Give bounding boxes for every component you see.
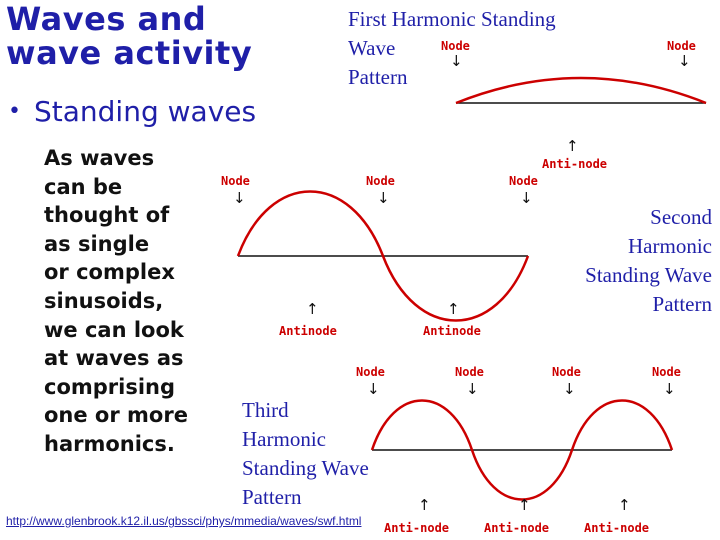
source-link[interactable]: http://www.glenbrook.k12.il.us/gbssci/phys/mmedia/waves/swf.html	[6, 514, 362, 528]
node-label: Node	[552, 365, 581, 379]
arrow-up-icon: ↑	[566, 137, 579, 155]
arrow-up-icon: ↑	[618, 496, 631, 514]
body-line: or complex	[44, 260, 175, 285]
arrow-down-icon: ↓	[377, 189, 390, 207]
arrow-down-icon: ↓	[450, 52, 463, 70]
antinode-label: Anti-node	[484, 521, 550, 535]
body-line: sinusoids,	[44, 288, 164, 313]
arrow-down-icon: ↓	[663, 380, 676, 398]
title-line-1: Waves and	[6, 0, 207, 38]
arrow-up-icon: ↑	[518, 496, 531, 514]
bullet-dot-icon: •	[8, 99, 21, 124]
body-line: one or more	[44, 403, 188, 428]
antinode-label: Anti-node	[384, 521, 450, 535]
antinode-label: Anti-node	[584, 521, 650, 535]
caption-line: Standing Wave	[242, 456, 369, 480]
caption-line: Third	[242, 398, 289, 422]
arrow-down-icon: ↓	[678, 52, 691, 70]
caption-line: Pattern	[652, 292, 712, 316]
node-label: Node	[366, 174, 395, 188]
body-line: we can look	[44, 317, 184, 342]
caption-line: Pattern	[348, 65, 408, 89]
second-harmonic-diagram	[238, 189, 528, 321]
node-label: Node	[455, 365, 484, 379]
caption-line: First Harmonic Standing	[348, 7, 556, 31]
bullet-text: Standing waves	[34, 95, 257, 128]
node-label: Node	[509, 174, 538, 188]
third-harmonic-diagram	[372, 401, 672, 500]
arrow-up-icon: ↑	[306, 300, 319, 318]
arrow-down-icon: ↓	[367, 380, 380, 398]
node-label: Node	[221, 174, 250, 188]
arrow-down-icon: ↓	[520, 189, 533, 207]
node-label: Node	[667, 39, 696, 53]
antinode-label: Antinode	[423, 324, 481, 338]
body-line: harmonics.	[44, 431, 175, 456]
caption-line: Harmonic	[628, 234, 712, 258]
caption-line: Pattern	[242, 485, 302, 509]
caption-line: Standing Wave	[585, 263, 712, 287]
antinode-label: Antinode	[279, 324, 337, 338]
arrow-down-icon: ↓	[563, 380, 576, 398]
body-line: comprising	[44, 374, 176, 399]
antinode-label: Anti-node	[542, 157, 608, 171]
body-line: thought of	[44, 203, 170, 228]
caption-line: Wave	[348, 36, 396, 60]
body-line: can be	[44, 174, 123, 199]
caption-line: Harmonic	[242, 427, 326, 451]
arrow-up-icon: ↑	[418, 496, 431, 514]
first-harmonic-diagram	[456, 78, 706, 103]
body-line: as single	[44, 231, 150, 256]
body-line: at waves as	[44, 346, 184, 371]
node-label: Node	[441, 39, 470, 53]
node-label: Node	[356, 365, 385, 379]
first-harmonic-wave	[456, 78, 706, 103]
title-line-2: wave activity	[6, 34, 253, 72]
caption-line: Second	[650, 205, 712, 229]
arrow-up-icon: ↑	[447, 300, 460, 318]
arrow-down-icon: ↓	[466, 380, 479, 398]
node-label: Node	[652, 365, 681, 379]
body-line: As waves	[44, 146, 155, 170]
arrow-down-icon: ↓	[233, 189, 246, 207]
